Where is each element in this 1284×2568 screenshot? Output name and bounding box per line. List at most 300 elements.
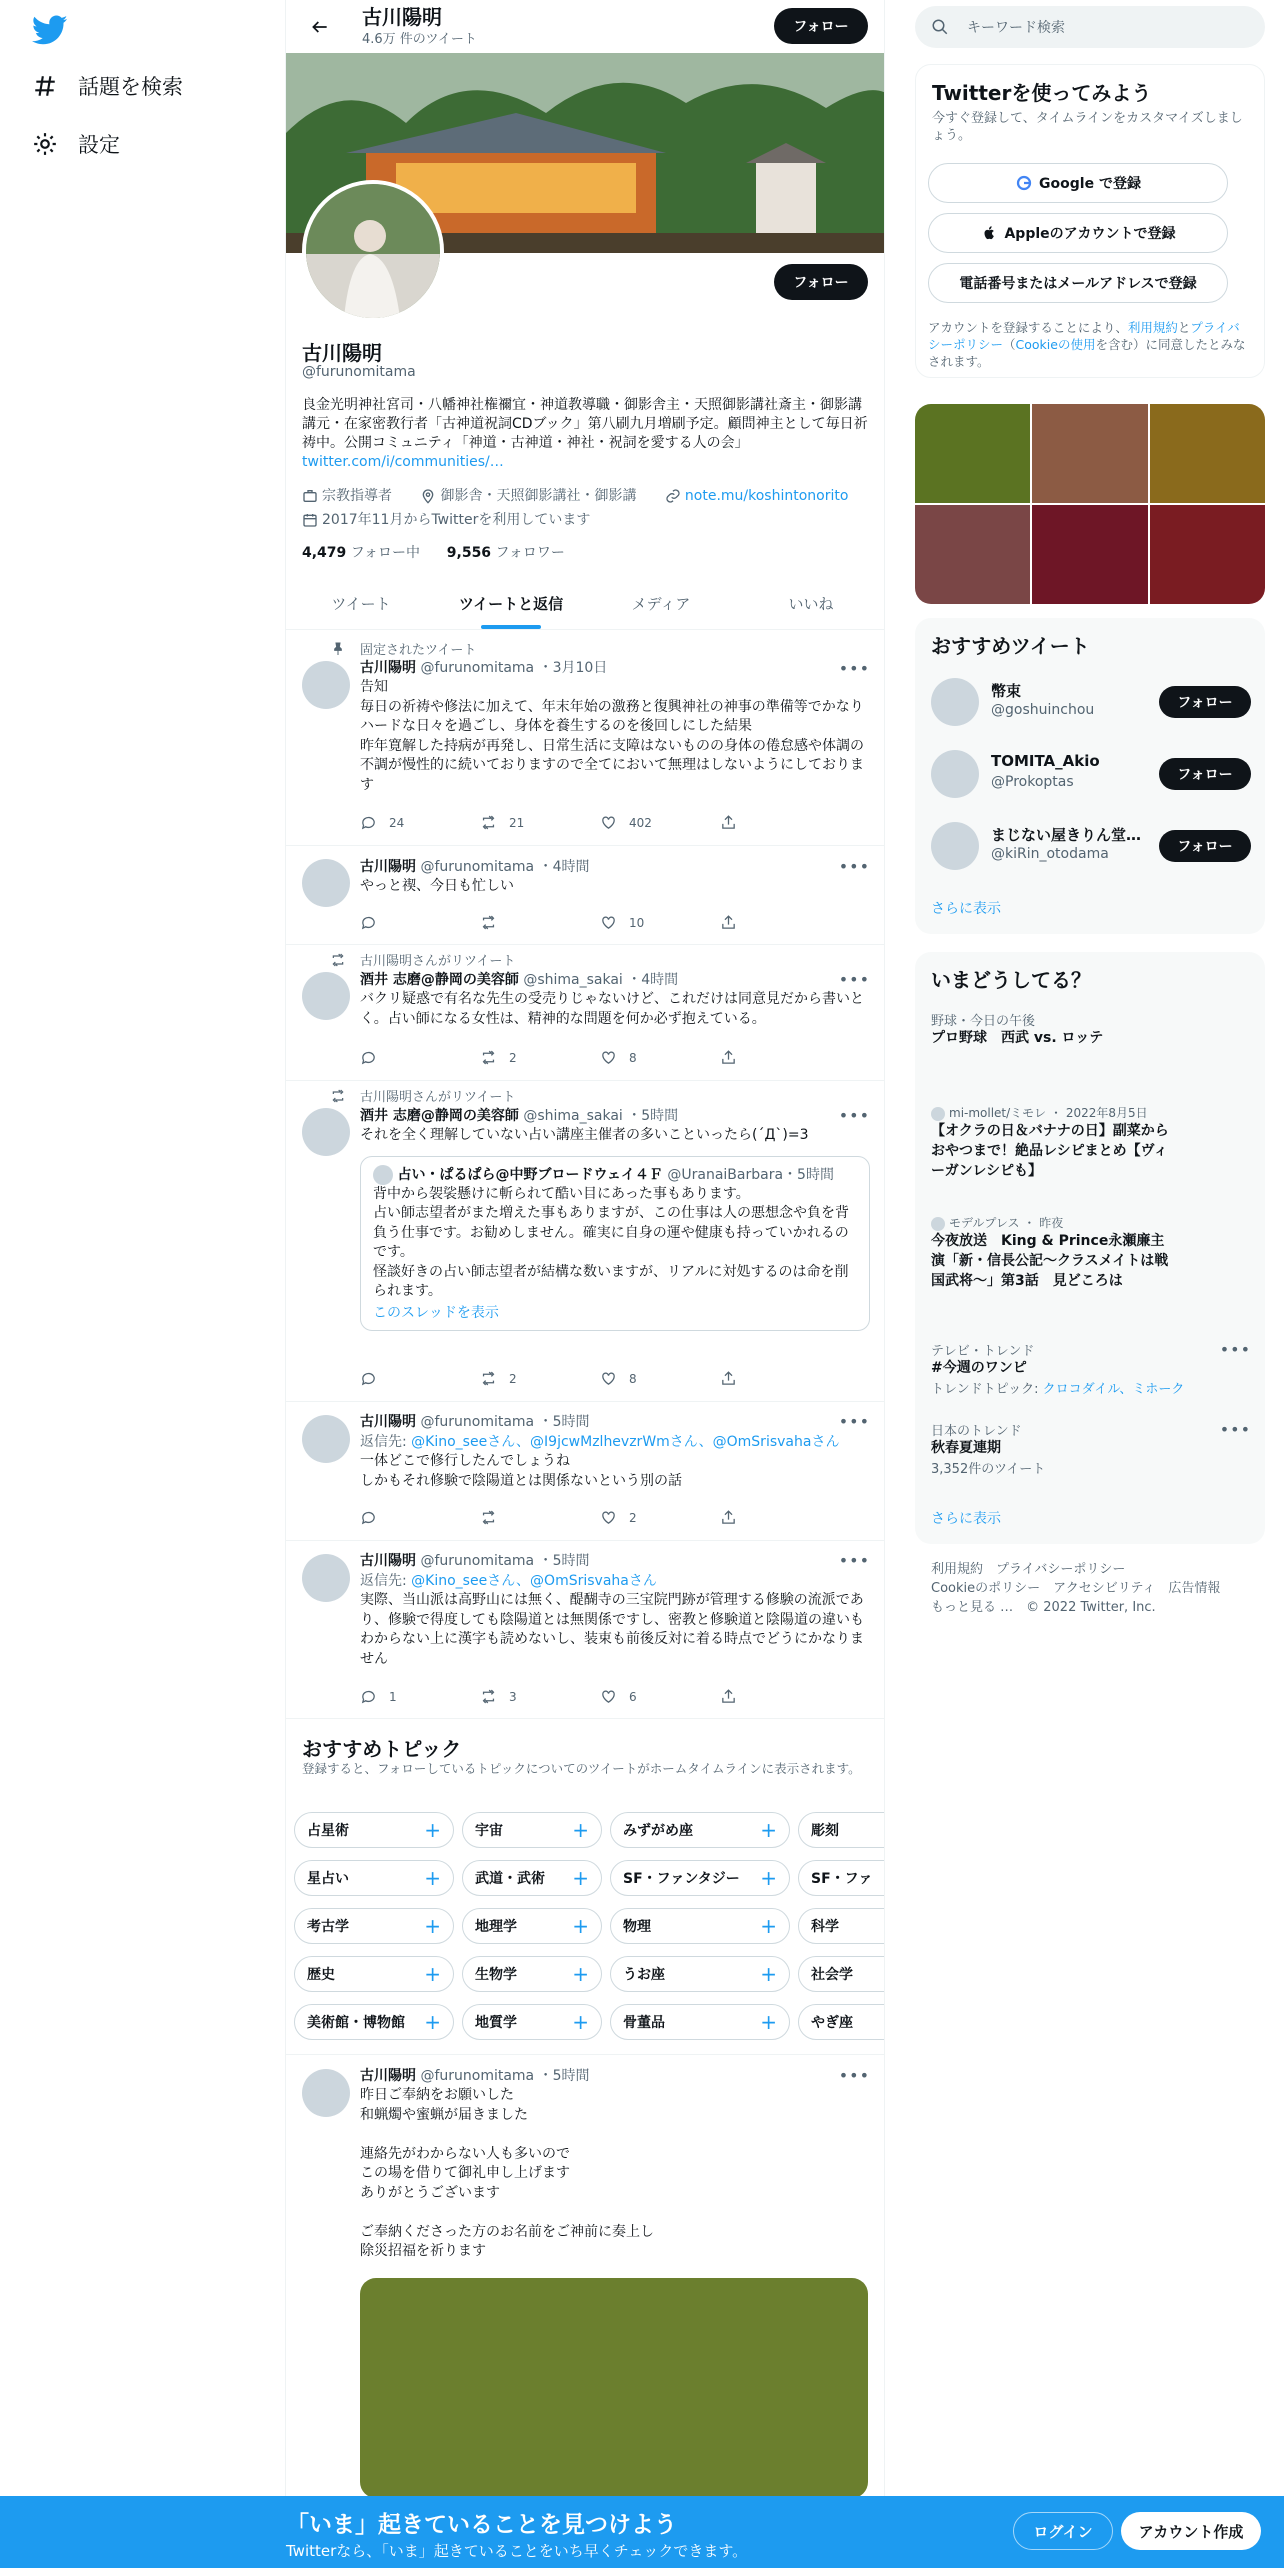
twitter-logo-icon[interactable] (32, 12, 68, 48)
website-link[interactable]: note.mu/koshintonorito (684, 488, 849, 504)
media-thumb[interactable] (1150, 505, 1265, 604)
bottom-subtitle: Twitterなら、「いま」起きていることをいち早くチェックできます。 (286, 2542, 748, 2560)
topic-chip[interactable] (610, 1812, 790, 1848)
plus-icon: + (572, 1962, 589, 1986)
profile-meta (302, 486, 872, 534)
following-label: フォロー中 (350, 545, 421, 561)
quoted-tweet[interactable] (360, 1156, 870, 1331)
following-count: 4,479 (302, 545, 347, 561)
apple-signup-button[interactable] (928, 213, 1228, 253)
author-handle[interactable]: @shima_sakai (523, 972, 623, 988)
followers-count: 9,556 (446, 545, 492, 561)
pin-icon (330, 641, 346, 657)
user-handle: @Prokoptas (991, 774, 1074, 790)
reply-icon (360, 914, 377, 931)
header-follow-button[interactable]: フォロー (774, 8, 868, 44)
followers-label: フォロワー (495, 545, 565, 561)
tweet-text: それを全く理解していない占い講座主催者の多いこといったら(´Д`)=3 (360, 1127, 809, 1143)
share-button[interactable] (720, 1370, 790, 1387)
topic-chip[interactable] (294, 1908, 454, 1944)
nav-settings-label: 設定 (78, 133, 120, 157)
login-button[interactable]: ログイン (1013, 2512, 1113, 2550)
author-handle[interactable]: @furunomitama (420, 1553, 535, 1569)
tweet-pinned[interactable] (286, 631, 885, 846)
like-count: 2 (629, 1510, 637, 1525)
profile-category (302, 486, 404, 506)
plus-icon: + (760, 1914, 777, 1938)
avatar[interactable] (931, 822, 979, 870)
tweet-actions (360, 1509, 790, 1526)
tweet-context-text: 固定されたツイート (360, 643, 477, 658)
topic-label: 占星術 (307, 1823, 349, 1839)
author-name[interactable]: 古川陽明 (360, 859, 416, 875)
bio-link[interactable]: twitter.com/i/communities/… (302, 454, 504, 470)
quote-text: 背中から袈裟懸けに斬られて酷い目にあった事もあります。 占い師志望者がまた増えた事もありますが、この仕事は人の悪想念や負を背負う仕事です。お勧めしません。確実に自身の運や健康も持っていかれるのです。 怪談好きの占い師志望者が結構な数いますが、リアルに対処するのは命を削られます。 (373, 1185, 849, 1299)
heart-icon (600, 814, 617, 831)
terms-prefix: アカウントを登録することにより、 (928, 320, 1128, 335)
retweet-with-quote[interactable] (286, 1082, 885, 1402)
retweet-button[interactable] (480, 1049, 550, 1066)
retweet-button[interactable] (480, 914, 550, 931)
reply-icon (360, 814, 377, 831)
tweet-time[interactable]: ・4時間 (538, 859, 590, 875)
heart-icon (600, 1370, 617, 1387)
retweet-button[interactable] (480, 814, 550, 831)
tweet-context (360, 1086, 515, 1105)
more-options-icon[interactable]: ••• (838, 970, 870, 989)
tweet-text: 一体どこで修行したんでしょうね しかもそれ修験で陰陽道とは関係ないという別の話 (360, 1453, 682, 1489)
quote-header (373, 1165, 857, 1185)
topic-chip[interactable] (610, 1860, 790, 1896)
tweet-header (360, 2066, 870, 2086)
profile-location (420, 486, 648, 506)
plus-icon: + (760, 2010, 777, 2034)
author-handle[interactable]: @furunomitama (420, 2068, 535, 2084)
reply-count: 1 (389, 1689, 397, 1704)
topic-chip[interactable] (462, 1908, 602, 1944)
reply-tweet[interactable] (286, 1403, 885, 1541)
plus-icon: + (760, 1818, 777, 1842)
avatar[interactable] (302, 2069, 350, 2117)
more-options-icon[interactable]: ••• (838, 1106, 870, 1125)
topic-label: 物理 (623, 1919, 651, 1935)
tweet-context (360, 639, 476, 658)
tab-likes[interactable]: いいね (788, 594, 834, 613)
tweet[interactable] (286, 2054, 885, 2568)
topic-chip[interactable] (798, 1956, 885, 1992)
like-button[interactable] (600, 1509, 670, 1526)
reply-icon (360, 1049, 377, 1066)
mention-link[interactable]: @OmSrisvahaさん (530, 1573, 657, 1589)
topic-chip[interactable] (294, 1956, 454, 1992)
plus-icon: + (424, 2010, 441, 2034)
topic-chip[interactable] (462, 1860, 602, 1896)
topic-chip[interactable] (798, 1812, 885, 1848)
profile-tabs (286, 577, 885, 630)
tweet-header (360, 1106, 870, 1126)
topic-chip[interactable] (462, 2004, 602, 2040)
topic-label: 歴史 (307, 1967, 335, 1983)
topics-desc: 登録すると、フォローしているトピックについてのツイートがホームタイムラインに表示されます。 (302, 1761, 861, 1776)
tweet-body (360, 857, 870, 897)
trend-item[interactable] (931, 1214, 1171, 1291)
plus-icon: + (572, 2010, 589, 2034)
tweet-header (360, 970, 870, 990)
retweet-icon (480, 1688, 497, 1705)
privacy-link[interactable]: プライバシーポリシー (928, 320, 1240, 352)
trend-source: モデルプレス ・ 昨夜 (949, 1216, 1064, 1230)
reply-button[interactable] (360, 1509, 430, 1526)
topic-chip[interactable] (610, 1908, 790, 1944)
tweet-text: バクリ疑惑で有名な先生の受売りじゃないけど、これだけは同意見だから書いとく。占い師になる女性は、精神的な問題を何か必ず抱えている。 (360, 991, 864, 1027)
reply-icon (360, 1370, 377, 1387)
share-button[interactable] (720, 814, 790, 831)
category-text: 宗教指導者 (322, 488, 392, 504)
profile-header (286, 0, 884, 53)
cookie-link[interactable]: Cookieの使用 (1015, 337, 1096, 352)
follow-button[interactable]: フォロー (1159, 758, 1251, 790)
signup-title: Twitterを使ってみよう (932, 81, 1152, 105)
tweet-header (360, 1412, 870, 1432)
like-button[interactable] (600, 914, 670, 931)
profile-avatar[interactable] (302, 180, 444, 322)
mention-link[interactable]: @OmSrisvahaさん (712, 1434, 840, 1450)
tweet-time[interactable]: ・5時間 (538, 1553, 590, 1569)
recommended-user[interactable] (931, 744, 1251, 804)
reply-button[interactable] (360, 814, 430, 831)
retweet-icon (330, 1088, 346, 1104)
heart-icon (600, 914, 617, 931)
retweet-button[interactable] (480, 1509, 550, 1526)
topic-label: 武道・武術 (475, 1871, 545, 1887)
calendar-icon (302, 512, 318, 528)
topic-label: 地理学 (475, 1919, 517, 1935)
retweet-button[interactable] (480, 1688, 550, 1705)
trend-context: 野球・今日の午後 (931, 1014, 1036, 1029)
retweet-count: 21 (509, 815, 525, 830)
trend-item[interactable] (931, 1104, 1171, 1181)
tweet-actions (360, 814, 790, 831)
author-handle[interactable]: @furunomitama (420, 660, 535, 676)
topic-label: 彫刻 (811, 1823, 839, 1839)
reply-button[interactable] (360, 1370, 430, 1387)
plus-icon: + (760, 1962, 777, 1986)
source-avatar (931, 1217, 945, 1231)
like-button[interactable] (600, 814, 670, 831)
tweet-actions (360, 1688, 790, 1705)
share-button[interactable] (720, 914, 790, 931)
topic-label: 地質学 (475, 2015, 517, 2031)
topic-chip[interactable] (294, 1860, 454, 1896)
show-more-link[interactable]: さらに表示 (931, 1511, 1001, 1527)
plus-icon: + (572, 1914, 589, 1938)
trend-count: 3,352件のツイート (931, 1462, 1046, 1477)
plus-icon: + (424, 1962, 441, 1986)
hashtag-icon (32, 73, 58, 99)
tweet-actions (360, 1370, 790, 1387)
tweet-text: 実際、当山派は高野山には無く、醍醐寺の三宝院門跡が管理する修験の流派であり、修験で得度しても陰陽道とは無関係ですし、密教と修験道と陰陽道の違いもわからない上に漢字も読めないし、装束も前後反対に着る時点でどうにかなりません (360, 1592, 864, 1667)
apple-signup-label: Appleのアカウントで登録 (1004, 226, 1176, 242)
tweet-time[interactable]: ・5時間 (538, 2068, 590, 2084)
trend-topic-links[interactable]: クロコダイル、ミホーク (1042, 1382, 1185, 1397)
link-icon (665, 488, 681, 504)
author-name[interactable]: 古川陽明 (360, 2068, 416, 2084)
more-options-icon[interactable]: ••• (838, 2066, 870, 2085)
more-options-icon[interactable]: ••• (838, 1551, 870, 1570)
topic-chip[interactable] (462, 1956, 602, 1992)
plus-icon: + (424, 1866, 441, 1890)
retweet-icon (480, 814, 497, 831)
tab-media[interactable]: メディア (631, 594, 691, 613)
like-button[interactable] (600, 1049, 670, 1066)
recommended-user[interactable] (931, 816, 1251, 876)
topic-chip[interactable] (798, 1908, 885, 1944)
tweet-body (360, 970, 870, 1029)
search-icon (931, 18, 949, 36)
reply-to-label: 返信先: (360, 1434, 407, 1450)
author-handle[interactable]: @furunomitama (420, 859, 535, 875)
tweet-text: 昨日ご奉納をお願いした 和蝋燭や蜜蝋が届きました 連絡先がわからない人も多いので この場を借りて御礼申し上げます ありがとうございます ご奉納くださった方のお名前をご神前に奏上し 除災招福を祈ります (360, 2087, 654, 2259)
topic-chip[interactable] (462, 1812, 602, 1848)
heart-icon (600, 1509, 617, 1526)
user-name: TOMITA_Akio (991, 752, 1100, 770)
terms-link[interactable]: 利用規約 (1127, 320, 1178, 335)
followers-link[interactable] (447, 545, 565, 561)
topic-label: 美術館・博物館 (307, 2015, 405, 2031)
mention-link[interactable]: @I9jcwMzlhevzrWmさん、 (530, 1434, 713, 1450)
avatar[interactable] (931, 750, 979, 798)
profile-name: 古川陽明 (302, 341, 382, 365)
author-handle[interactable]: @shima_sakai (523, 1108, 623, 1124)
quote-time: ・5時間 (783, 1166, 834, 1183)
footer-links[interactable]: 利用規約 プライバシーポリシー Cookieのポリシー アクセシビリティ 広告情報 もっと見る … © 2022 Twitter, Inc. (931, 1562, 1221, 1615)
topic-chip[interactable] (294, 2004, 454, 2040)
author-name[interactable]: 古川陽明 (360, 1414, 416, 1430)
signup-panel (915, 64, 1265, 378)
like-button[interactable] (600, 1688, 670, 1705)
media-thumb[interactable] (1150, 404, 1265, 503)
reply-tweet[interactable] (286, 1542, 885, 1719)
avatar[interactable] (302, 972, 350, 1020)
media-thumb[interactable] (1032, 505, 1147, 604)
profile-bio (302, 396, 872, 472)
plus-icon: + (424, 1914, 441, 1938)
retweet-button[interactable] (480, 1370, 550, 1387)
show-thread-link[interactable]: このスレッドを表示 (373, 1304, 499, 1321)
more-options-icon[interactable]: ••• (838, 857, 870, 876)
trend-item[interactable] (931, 1340, 1251, 1397)
share-icon (720, 814, 737, 831)
bottom-title: 「いま」起きていることを見つけよう (286, 2512, 677, 2538)
search-placeholder: キーワード検索 (967, 20, 1065, 36)
trend-item[interactable] (931, 1420, 1251, 1477)
topic-chip[interactable] (798, 1860, 885, 1896)
nav-settings[interactable] (32, 116, 120, 172)
topic-label: 星占い (307, 1871, 349, 1887)
main-column (285, 0, 885, 2568)
header-title: 古川陽明 (362, 5, 442, 29)
like-count: 402 (629, 815, 652, 830)
share-icon (720, 1049, 737, 1066)
tweet-time[interactable]: ・5時間 (538, 1414, 590, 1430)
following-link[interactable] (302, 545, 420, 561)
avatar[interactable] (302, 1108, 350, 1156)
reply-to-label: 返信先: (360, 1573, 407, 1589)
trends-panel (915, 952, 1265, 1544)
heart-icon (600, 1688, 617, 1705)
profile-joined (302, 510, 602, 530)
share-icon (720, 1509, 737, 1526)
author-name[interactable]: 酒井 志磨@静岡の美容師 (360, 972, 519, 988)
retweet[interactable] (286, 946, 885, 1081)
retweet-icon (480, 1370, 497, 1387)
back-arrow-icon[interactable] (302, 9, 338, 45)
tweet-time[interactable]: ・3月10日 (538, 660, 608, 676)
avatar[interactable] (302, 1554, 350, 1602)
reply-to (360, 1432, 870, 1452)
show-more-link[interactable]: さらに表示 (931, 901, 1001, 917)
trend-title: 今夜放送 King & Prince永瀬廉主演「新・信長公記～クラスメイトは戦国武将～」第3話 見どころは (931, 1233, 1169, 1289)
tweet-actions (360, 1049, 790, 1066)
reply-icon (360, 1509, 377, 1526)
topic-label: SF・ファ (811, 1871, 873, 1887)
trend-item[interactable] (931, 1010, 1251, 1048)
location-text: 御影舎・天照御影講社・御影講 (440, 488, 637, 504)
topic-label: 科学 (811, 1919, 839, 1935)
tweet-context-text: 古川陽明さんがリツイート (360, 954, 516, 969)
reply-to (360, 1571, 870, 1591)
more-options-icon[interactable]: ••• (838, 1412, 870, 1431)
phone-email-signup-button[interactable]: 電話番号またはメールアドレスで登録 (928, 263, 1228, 303)
reply-count: 24 (389, 815, 405, 830)
avatar[interactable] (931, 678, 979, 726)
user-handle: @kiRin_otodama (991, 846, 1109, 862)
source-avatar (931, 1107, 945, 1121)
retweet-icon (480, 1509, 497, 1526)
topic-chip[interactable] (294, 1812, 454, 1848)
tweet-context-text: 古川陽明さんがリツイート (360, 1090, 516, 1105)
plus-icon: + (572, 1866, 589, 1890)
trends-title: いまどうしてる？ (931, 968, 1091, 992)
media-thumb[interactable] (1032, 404, 1147, 503)
tweet-time[interactable]: ・4時間 (627, 972, 679, 988)
topic-label: 宇宙 (475, 1823, 503, 1839)
apple-icon (980, 224, 998, 242)
tweet-header (360, 658, 870, 678)
bottom-signup-bar (0, 2496, 1284, 2568)
author-handle[interactable]: @furunomitama (420, 1414, 535, 1430)
tweet-body (360, 2066, 870, 2498)
author-name[interactable]: 古川陽明 (360, 660, 416, 676)
plus-icon: + (424, 1818, 441, 1842)
gear-icon (32, 131, 58, 157)
profile-follow-button[interactable]: フォロー (774, 264, 868, 300)
recommended-title: おすすめツイート (931, 634, 1090, 658)
tweet-text: 告知 毎日の祈祷や修法に加えて、年末年始の激務と復興神社の神事の準備等でかなりハードな日々を過ごし、身体を養生するのを後回しにした結果 昨年寛解した持病が再発し、日常生活に支障はないものの身体の倦怠感や体調の不調が慢性的に続いておりますので全てにおいて無理はしないようにしております (360, 679, 864, 793)
tweet-body (360, 658, 870, 795)
tweet[interactable] (286, 847, 885, 945)
retweet-icon (330, 952, 346, 968)
trend-context: 日本のトレンド (931, 1424, 1022, 1439)
signup-button[interactable]: アカウント作成 (1121, 2512, 1261, 2550)
more-options-icon[interactable]: ••• (1219, 1340, 1251, 1359)
trend-context (931, 1214, 1171, 1231)
signup-desc: 今すぐ登録して、タイムラインをカスタマイズしましょう。 (932, 111, 1243, 143)
media-thumb[interactable] (915, 404, 1030, 503)
trend-context: テレビ・トレンド (931, 1344, 1035, 1359)
follow-button[interactable]: フォロー (1159, 830, 1251, 862)
tab-tweets-and-replies[interactable]: ツイートと返信 (436, 577, 586, 629)
google-signup-button[interactable] (928, 163, 1228, 203)
topic-chip[interactable] (610, 1956, 790, 1992)
tweet-time[interactable]: ・5時間 (627, 1108, 679, 1124)
retweet-count: 3 (509, 1689, 517, 1704)
heart-icon (600, 1049, 617, 1066)
nav-explore-label: 話題を検索 (78, 75, 183, 99)
mention-link[interactable]: @Kino_seeさん、 (411, 1434, 531, 1450)
share-button[interactable] (720, 1509, 790, 1526)
topic-label: 骨董品 (623, 2015, 665, 2031)
trend-topic (931, 1378, 1251, 1397)
follow-button[interactable]: フォロー (1159, 686, 1251, 718)
topic-chip[interactable] (798, 2004, 885, 2040)
reply-button[interactable] (360, 1049, 430, 1066)
retweet-icon (480, 1049, 497, 1066)
reply-button[interactable] (360, 1688, 430, 1705)
more-options-icon[interactable]: ••• (1219, 1420, 1251, 1439)
retweet-count: 2 (509, 1371, 517, 1386)
topic-label: 社会学 (811, 1967, 853, 1983)
trend-title: プロ野球 西武 vs. ロッテ (931, 1030, 1104, 1046)
reply-icon (360, 1688, 377, 1705)
nav-explore[interactable] (32, 58, 183, 114)
share-icon (720, 1370, 737, 1387)
quote-author-handle: @UranaiBarbara (667, 1166, 784, 1183)
avatar[interactable] (302, 859, 350, 907)
like-count: 8 (629, 1050, 637, 1065)
tab-tweets[interactable]: ツイート (331, 594, 391, 613)
tweet-image[interactable] (360, 2278, 868, 2498)
recommended-user[interactable] (931, 672, 1251, 732)
location-pin-icon (420, 488, 436, 504)
tweet-body (360, 1106, 870, 1331)
share-icon (720, 914, 737, 931)
plus-icon: + (760, 1866, 777, 1890)
topic-chip[interactable] (610, 2004, 790, 2040)
profile-handle: @furunomitama (302, 364, 416, 380)
mention-link[interactable]: @Kino_seeさん、 (411, 1573, 531, 1589)
reply-button[interactable] (360, 914, 430, 931)
topic-label: うお座 (623, 1967, 665, 1983)
profile-website[interactable] (665, 486, 849, 506)
like-button[interactable] (600, 1370, 670, 1387)
author-name[interactable]: 酒井 志磨@静岡の美容師 (360, 1108, 519, 1124)
author-name[interactable]: 古川陽明 (360, 1553, 416, 1569)
trend-topic-label: トレンドトピック: (931, 1382, 1043, 1397)
topic-label: 考古学 (307, 1919, 349, 1935)
media-thumb[interactable] (915, 505, 1030, 604)
trend-title: 【オクラの日＆バナナの日】副菜からおやつまで！絶品レシピまとめ【ヴィーガンレシピも】 (931, 1123, 1169, 1179)
avatar[interactable] (302, 1415, 350, 1463)
more-options-icon[interactable]: ••• (838, 659, 870, 678)
share-button[interactable] (720, 1688, 790, 1705)
avatar[interactable] (302, 661, 350, 709)
tweet-count: 4.6万 件のツイート (362, 32, 477, 47)
tweet-body (360, 1412, 870, 1491)
search-input[interactable] (915, 6, 1265, 48)
tweet-header (360, 1551, 870, 1571)
share-button[interactable] (720, 1049, 790, 1066)
